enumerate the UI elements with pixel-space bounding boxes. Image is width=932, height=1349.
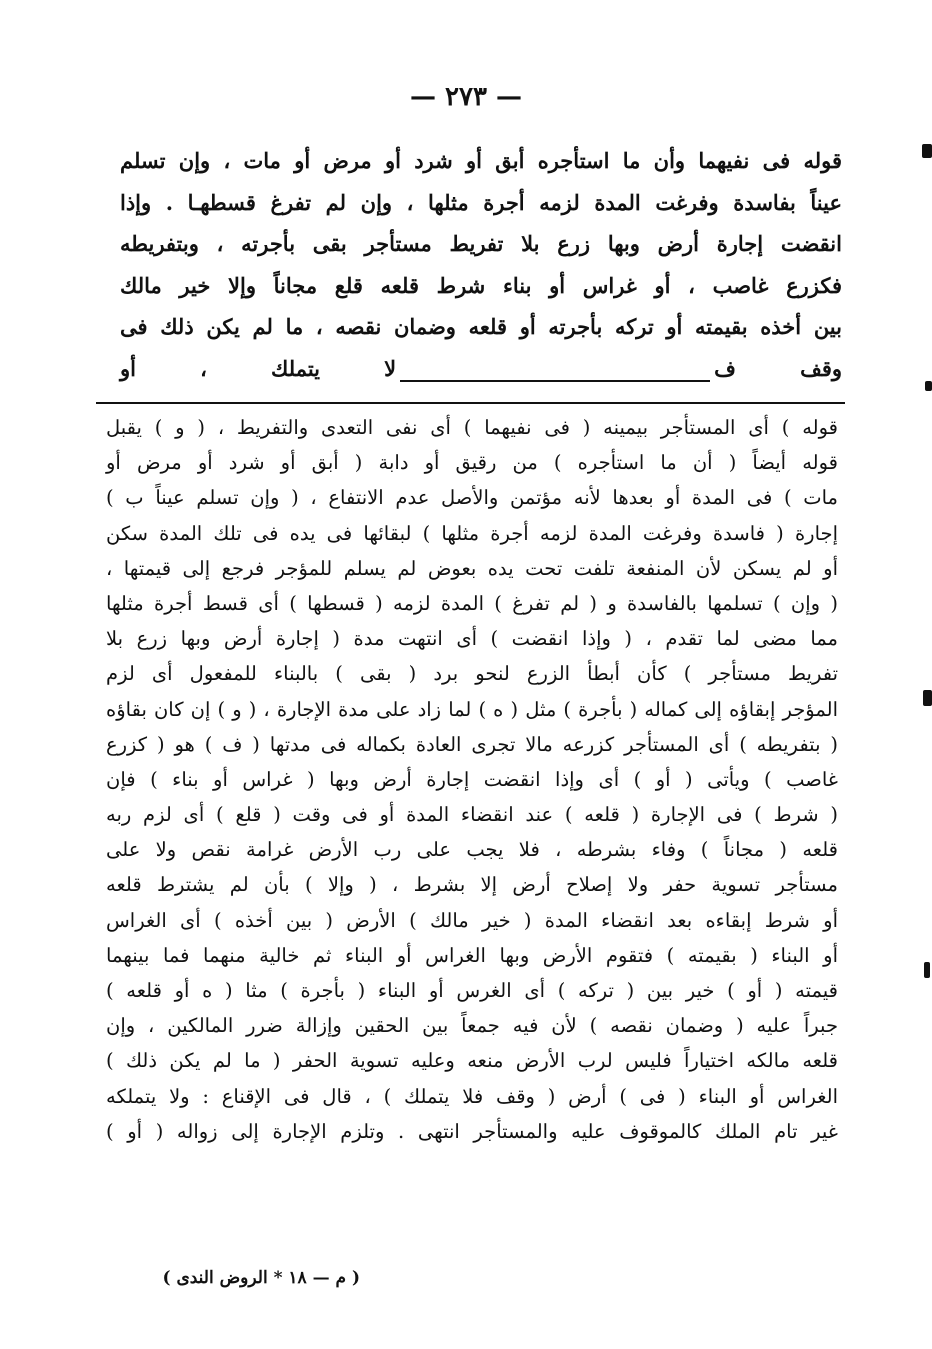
sharh-line: ( وإن ) تسلمها بالفاسدة و ( لم تفرغ ) المدة لزمه ( قسطها ) أى قسط أجرة مثلها xyxy=(106,591,838,615)
sharh-line: قوله ) أى المستأجر بيمينه ( فى نفيهما ) أى نفى التعدى والتفريط ، ( و ) يقبل xyxy=(106,416,838,439)
matn-last-start: وقف ف xyxy=(714,355,842,381)
margin-mark xyxy=(922,144,932,158)
sharh-line: أو شرط إبقاءه بعد انقضاء المدة ( خير مالك ) الأرض ( بين أخذه ) أى الغراس xyxy=(106,908,838,932)
sharh-line: المؤجر إبقاؤه إلى كماله ( بأجرة ) مثل ( ه ) لما زاد على مدة الإجارة ، ( و ) إن كان بقاؤه xyxy=(106,697,838,721)
matn-line: قوله فى نفيهما وأن ما استأجره أبق أو شرد أو مرض أو مات ، وإن تسلم xyxy=(120,148,842,173)
sharh-line: قيمته ( أو ) خير بين ( تركه ) أى الغرس أو البناء ( بأجرة ) مثا ( ه أو قلعه ) xyxy=(106,979,838,1002)
sharh-line: غاصب ) ويأتى ( أو ) أى وإذا انقضت إجارة أرض وبها ( غراس أو بناء ) فإن xyxy=(106,767,838,791)
sharh-line: أو لم يسكن لأن المنفعة تلفت تحت يده بعوض لم يسلم للمؤجر فرجع إلى قيمتها ، xyxy=(106,556,838,580)
sharh-line: جبراً عليه ( وضمان نقصه ) لأن فيه جمعاً بين الحقين وإزالة ضرر المالكين ، وإن xyxy=(106,1014,838,1038)
matn-line: انقضت إجارة أرض وبها زرع بلا تفريط مستأجر بقى بأجرته ، وبتفريطه xyxy=(120,231,842,256)
sharh-line: مما مضى لما تقدم ، ( وإذا انقضت ) أى انتهت مدة ( إجارة أرض وبها زرع بلا xyxy=(106,627,838,651)
margin-mark xyxy=(925,381,932,391)
sharh-line: ( شرط ) فى الإجارة ( قلعه ) عند انقضاء المدة أو فى وقت ( قلع ) أى لزم ربه xyxy=(106,803,838,827)
matn-line: بين أخذه بقيمته أو تركه بأجرته أو قلعه وضمان نقصه ، ما لم يكن ذلك فى xyxy=(120,314,842,339)
margin-mark xyxy=(923,690,932,706)
separator-rule xyxy=(96,402,845,404)
matn-last-end: لا يتملك ، أو xyxy=(120,355,397,381)
matn-line: عيناً بفاسدة وفرغت المدة لزمه أجرة مثلها ، وإن لم تفرغ قسطهـا . وإذا xyxy=(120,189,842,215)
matn-text xyxy=(120,140,842,389)
matn-line: فكزرع غاصب ، أو غراس أو بناء شرط قلعه قلع مجاناً وإلا خير مالك xyxy=(120,272,842,298)
sharh-line: قلعه ( مجاناً ) وفاء بشرطه ، فلا يجب على رب الأرض غرامة نقص ولا على xyxy=(106,838,838,862)
sharh-line: تفريط مستأجر ) كأن أبطأ الزرع لنحو برد ( بقى ) بالبناء للمفعول أى لزم xyxy=(106,662,838,686)
sharh-line: مات ) فى المدة أو بعدها لأنه مؤتمن والأصل عدم الانتفاع ، ( وإن تسلم عيناً ب ) xyxy=(106,486,838,510)
sharh-line: قوله أيضاً ( أن ما استأجره ) من رقيق أو دابة ( أبق أو شرد أو مرض أو xyxy=(106,451,838,475)
page-number: — ٢٧٣ — xyxy=(409,82,523,112)
sharh-line: مستأجر تسوية حفر ولا إصلاح أرض إلا بشرط ، ( وإلا ) بأن لم يشترط قلعه xyxy=(106,873,838,897)
sharh-line: الغراس أو البناء ( فى ) أرض ( وقف فلا يتملك ) ، قال فى الإقناع : ولا يتملكه xyxy=(106,1084,838,1108)
footer-signature: ( م — ١٨ * الروض الندى ) xyxy=(162,1268,360,1288)
sharh-line: قلعه مالكه اختياراً فليس لرب الأرض منعه وعليه تسوية الحفر ( ما لم يكن ذلك ) xyxy=(106,1049,838,1073)
sharh-line: إجارة ( فاسدة وفرغت المدة لزمه أجرة مثلها ) لبقائها فى يده فى تلك المدة سكن xyxy=(106,521,838,545)
margin-mark xyxy=(924,962,930,978)
matn-line-last xyxy=(120,348,842,390)
blank-line xyxy=(400,358,710,382)
sharh-commentary xyxy=(106,410,838,1149)
sharh-line: غير تام الملك كالموقوف عليه والمستأجر انتهى . وتلزم الإجارة إلى زواله ( أو ) xyxy=(106,1119,838,1143)
sharh-line: ( بتفريطه ) أى المستأجر كزرعه مالا تجرى العادة بكماله فى مدتها ( ف ) هو ( كزرع xyxy=(106,732,838,756)
sharh-line: أو البناء ( بقيمته ) فتقوم الأرض وبها الغراس أو البناء ثم خالية منهما فما بينهما xyxy=(106,943,838,967)
